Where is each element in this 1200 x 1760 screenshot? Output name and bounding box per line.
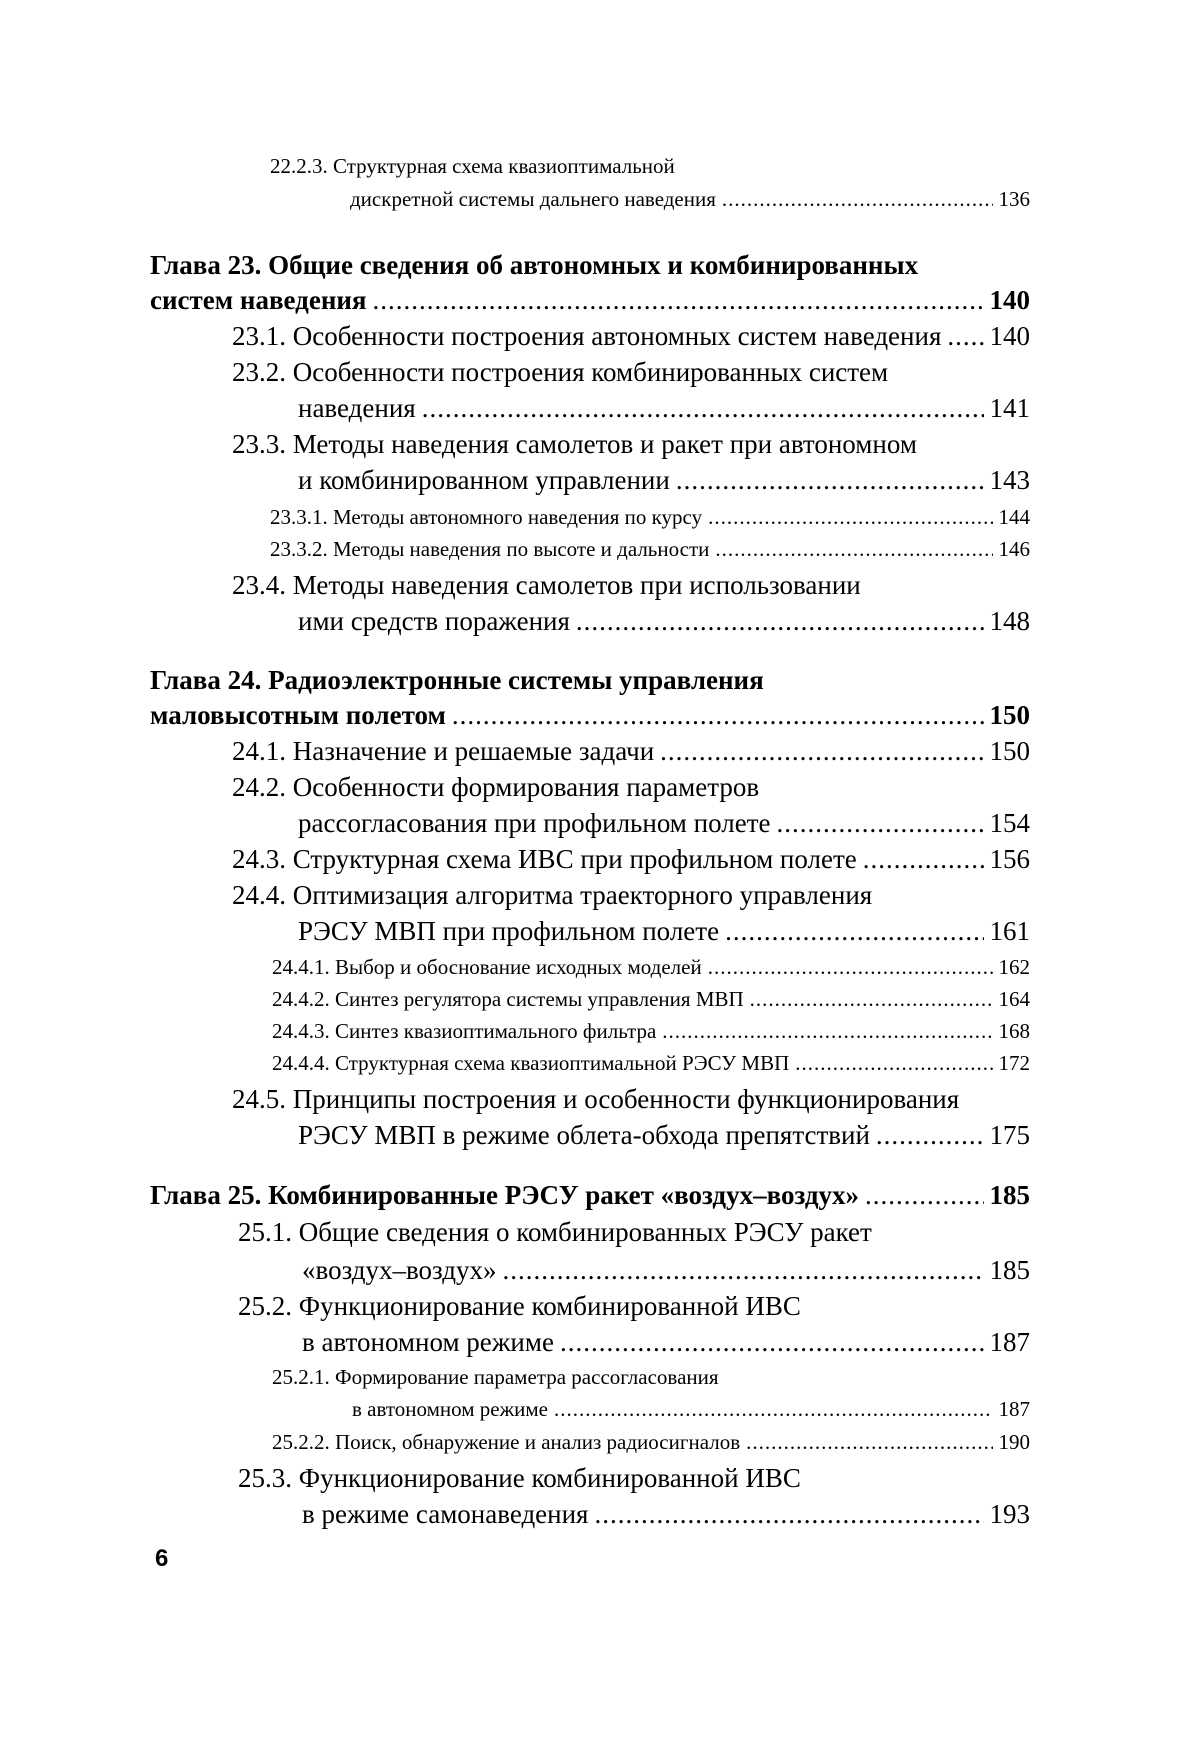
toc-number: 25.2.	[238, 1291, 292, 1321]
toc-entry-25-3[interactable]	[238, 1463, 801, 1494]
toc-page: 185	[990, 1255, 1031, 1286]
toc-entry-23-3-1[interactable]	[270, 505, 1030, 530]
toc-entry-24-2-cont[interactable]	[298, 808, 1030, 839]
toc-number: 25.3.	[238, 1463, 292, 1493]
toc-page: 175	[990, 1120, 1031, 1151]
toc-number: 23.3.2.	[270, 537, 328, 561]
toc-page: 187	[990, 1327, 1031, 1358]
toc-entry-24-4-2[interactable]	[272, 987, 1030, 1012]
toc-page: 168	[999, 1019, 1031, 1044]
toc-leader	[422, 393, 984, 424]
toc-number: 23.3.	[232, 429, 286, 459]
toc-page: 136	[999, 187, 1031, 212]
toc-number: 24.4.2.	[272, 987, 330, 1011]
toc-page: 150	[990, 700, 1031, 731]
toc-leader	[746, 1430, 992, 1455]
toc-entry-23-3-cont[interactable]	[298, 465, 1030, 496]
toc-number: 23.4.	[232, 570, 286, 600]
toc-number: 25.2.2.	[272, 1430, 330, 1454]
toc-entry-25-1[interactable]	[238, 1217, 872, 1248]
toc-page: 150	[990, 736, 1031, 767]
toc-page: 154	[990, 808, 1031, 839]
toc-page: 162	[999, 955, 1031, 980]
toc-entry-24-4-cont[interactable]	[298, 916, 1030, 947]
toc-number: 25.2.1.	[272, 1365, 330, 1389]
toc-title: наведения	[298, 393, 416, 424]
toc-leader	[725, 916, 983, 947]
toc-number: 23.3.1.	[270, 505, 328, 529]
toc-number: 24.1.	[232, 736, 286, 766]
toc-leader	[662, 1019, 992, 1044]
toc-title: Принципы построения и особенности функционирования	[293, 1084, 959, 1114]
toc-leader	[947, 321, 983, 352]
toc-title: в режиме самонаведения	[302, 1499, 588, 1530]
toc-leader	[715, 537, 992, 562]
toc-entry-23-2[interactable]	[232, 357, 888, 388]
toc-page: 140	[990, 321, 1031, 352]
toc-title: Методы автономного наведения по курсу	[333, 505, 702, 529]
toc-title: Поиск, обнаружение и анализ радиосигналов	[335, 1430, 740, 1454]
toc-number: 25.1.	[238, 1217, 292, 1247]
toc-leader	[795, 1051, 992, 1076]
toc-title: Методы наведения самолетов и ракет при автономном	[293, 429, 917, 459]
toc-title: Функционирование комбинированной ИВС	[299, 1463, 801, 1493]
chapter-title: Глава 25. Комбинированные РЭСУ ракет «воздух–воздух»	[150, 1180, 859, 1211]
toc-leader	[594, 1499, 983, 1530]
toc-entry-23-4[interactable]	[232, 570, 861, 601]
toc-number: 24.3.	[232, 844, 286, 874]
toc-entry-24-4-3[interactable]	[272, 1019, 1030, 1044]
toc-entry-24-3[interactable]	[232, 844, 1030, 875]
toc-title: рассогласования при профильном полете	[298, 808, 770, 839]
toc-title: Методы наведения по высоте и дальности	[333, 537, 709, 561]
toc-leader	[776, 808, 983, 839]
toc-title: Структурная схема ИВС при профильном полете	[293, 844, 857, 874]
toc-title: Синтез квазиоптимального фильтра	[335, 1019, 656, 1043]
toc-leader	[865, 1180, 984, 1211]
toc-leader	[750, 987, 993, 1012]
toc-page: 185	[990, 1180, 1031, 1211]
toc-entry-25-2-1-cont[interactable]	[352, 1397, 1030, 1422]
toc-entry-23-3[interactable]	[232, 429, 917, 460]
toc-entry-23-4-cont[interactable]	[298, 606, 1030, 637]
toc-entry-24-2[interactable]	[232, 772, 759, 803]
toc-chapter-23[interactable]	[150, 250, 918, 281]
toc-entry-24-4-1[interactable]	[272, 955, 1030, 980]
toc-page: 144	[999, 505, 1031, 530]
toc-leader	[452, 700, 984, 731]
toc-title: Структурная схема квазиоптимальной	[333, 154, 675, 178]
toc-leader	[676, 465, 984, 496]
toc-page: 148	[990, 606, 1031, 637]
toc-title: РЭСУ МВП при профильном полете	[298, 916, 719, 947]
toc-entry-24-4[interactable]	[232, 880, 872, 911]
toc-title: Оптимизация алгоритма траекторного управления	[293, 880, 872, 910]
toc-entry-24-5[interactable]	[232, 1084, 959, 1115]
toc-entry-25-2-2[interactable]	[272, 1430, 1030, 1455]
toc-entry-22-2-3-cont[interactable]	[350, 187, 1030, 212]
toc-title: Выбор и обоснование исходных моделей	[335, 955, 702, 979]
toc-title: «воздух–воздух»	[302, 1255, 496, 1286]
toc-title: Синтез регулятора системы управления МВП	[335, 987, 744, 1011]
toc-title: Особенности построения автономных систем наведения	[293, 321, 942, 351]
toc-title: в автономном режиме	[352, 1397, 548, 1422]
toc-title: и комбинированном управлении	[298, 465, 670, 496]
toc-number: 23.1.	[232, 321, 286, 351]
toc-leader	[722, 187, 993, 212]
toc-leader	[863, 844, 984, 875]
toc-entry-25-1-cont[interactable]	[302, 1255, 1030, 1286]
toc-chapter-24-cont[interactable]	[150, 700, 1030, 731]
toc-number: 24.4.1.	[272, 955, 330, 979]
toc-leader	[876, 1120, 984, 1151]
toc-title: дискретной системы дальнего наведения	[350, 187, 716, 212]
toc-title: Общие сведения о комбинированных РЭСУ ракет	[299, 1217, 872, 1247]
chapter-title: маловысотным полетом	[150, 700, 446, 731]
toc-number: 24.5.	[232, 1084, 286, 1114]
toc-chapter-25[interactable]	[150, 1180, 1030, 1211]
document-page	[0, 0, 1200, 1760]
toc-leader	[708, 955, 993, 980]
toc-title: Назначение и решаемые задачи	[293, 736, 654, 766]
toc-title: РЭСУ МВП в режиме облета-обхода препятствий	[298, 1120, 870, 1151]
toc-title: Структурная схема квазиоптимальной РЭСУ МВП	[335, 1051, 789, 1075]
chapter-title: Глава 23. Общие сведения об автономных и комбинированных	[150, 250, 918, 281]
toc-entry-23-1[interactable]	[232, 321, 1030, 352]
toc-title: ими средств поражения	[298, 606, 570, 637]
toc-entry-23-3-2[interactable]	[270, 537, 1030, 562]
toc-number: 24.4.4.	[272, 1051, 330, 1075]
toc-number: 24.4.3.	[272, 1019, 330, 1043]
toc-chapter-24[interactable]	[150, 665, 764, 696]
toc-page: 146	[999, 537, 1031, 562]
toc-leader	[708, 505, 992, 530]
toc-title: в автономном режиме	[302, 1327, 554, 1358]
toc-entry-23-2-cont[interactable]	[298, 393, 1030, 424]
toc-leader	[554, 1397, 993, 1422]
toc-entry-25-2-cont[interactable]	[302, 1327, 1030, 1358]
toc-chapter-23-cont[interactable]	[150, 285, 1030, 316]
toc-page: 190	[999, 1430, 1031, 1455]
toc-leader	[660, 736, 983, 767]
toc-page: 143	[990, 465, 1031, 496]
toc-entry-24-1[interactable]	[232, 736, 1030, 767]
toc-page: 141	[990, 393, 1031, 424]
toc-page: 193	[990, 1499, 1031, 1530]
page-number: 6	[155, 1545, 168, 1573]
toc-leader	[560, 1327, 984, 1358]
chapter-title: систем наведения	[150, 285, 367, 316]
toc-page: 161	[990, 916, 1031, 947]
toc-leader	[576, 606, 984, 637]
toc-title: Особенности построения комбинированных систем	[293, 357, 888, 387]
toc-leader	[373, 285, 984, 316]
toc-entry-24-4-4[interactable]	[272, 1051, 1030, 1076]
toc-number: 24.2.	[232, 772, 286, 802]
toc-entry-24-5-cont[interactable]	[298, 1120, 1030, 1151]
toc-title: Методы наведения самолетов при использовании	[293, 570, 861, 600]
toc-entry-25-2[interactable]	[238, 1291, 801, 1322]
toc-title: Функционирование комбинированной ИВС	[299, 1291, 801, 1321]
toc-page: 156	[990, 844, 1031, 875]
toc-leader	[502, 1255, 983, 1286]
toc-number: 24.4.	[232, 880, 286, 910]
toc-entry-25-3-cont[interactable]	[302, 1499, 1030, 1530]
toc-title: Особенности формирования параметров	[293, 772, 759, 802]
toc-entry-25-2-1[interactable]	[272, 1365, 719, 1390]
toc-page: 164	[999, 987, 1031, 1012]
toc-entry-22-2-3[interactable]	[270, 154, 675, 179]
toc-page: 140	[990, 285, 1031, 316]
toc-page: 172	[999, 1051, 1031, 1076]
toc-page: 187	[999, 1397, 1031, 1422]
toc-title: Формирование параметра рассогласования	[335, 1365, 719, 1389]
chapter-title: Глава 24. Радиоэлектронные системы управления	[150, 665, 764, 696]
toc-number: 23.2.	[232, 357, 286, 387]
toc-number: 22.2.3.	[270, 154, 328, 178]
